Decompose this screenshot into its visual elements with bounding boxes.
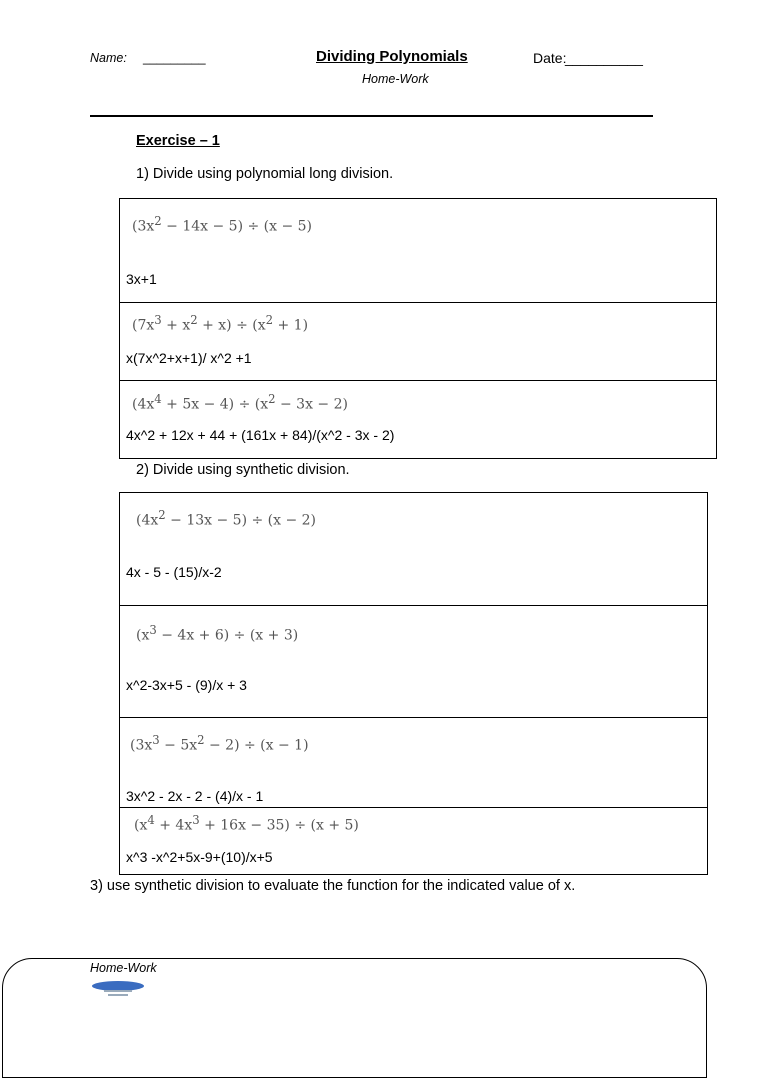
problem-cell — [120, 605, 707, 718]
date-label: Date: — [533, 50, 567, 66]
problem-expression: $(x^3 - 4x + 6) \div (x + 3)$ — [136, 623, 299, 644]
problem-expression: $(3x^3 - 5x^2 - 2) \div (x - 1)$ — [130, 733, 309, 754]
footer-border — [2, 958, 707, 1078]
synthetic-division-table — [119, 492, 708, 875]
section2-instruction: 2) Divide using synthetic division. — [136, 462, 350, 478]
problem-expression: $(7x^3 + x^2 + x) \div (x^2 + 1)$ — [132, 313, 309, 334]
problem-expression: $(3x^2 - 14x - 5) \div (x - 5)$ — [132, 214, 313, 235]
answer-text: 3x+1 — [126, 271, 157, 287]
problem-cell — [120, 380, 716, 459]
answer-text: x^3 -x^2+5x-9+(10)/x+5 — [126, 849, 273, 865]
problem-cell — [120, 302, 716, 380]
problem-cell — [120, 493, 707, 606]
answer-text: 4x - 5 - (15)/x-2 — [126, 564, 222, 580]
answer-text: 4x^2 + 12x + 44 + (161x + 84)/(x^2 - 3x - 2) — [126, 427, 395, 443]
problem-cell — [120, 807, 707, 875]
footer-text: Home-Work — [90, 961, 157, 975]
school-logo-icon — [90, 978, 146, 1000]
answer-text: 3x^2 - 2x - 2 - (4)/x - 1 — [126, 788, 264, 804]
answer-text: x(7x^2+x+1)/ x^2 +1 — [126, 350, 252, 366]
header-divider — [90, 115, 653, 117]
name-label: Name: — [90, 51, 127, 65]
problem-expression: $(4x^2 - 13x - 5) \div (x - 2)$ — [136, 508, 317, 529]
exercise-title: Exercise – 1 — [136, 133, 220, 149]
section1-instruction: 1) Divide using polynomial long division. — [136, 166, 394, 182]
answer-text: x^2-3x+5 - (9)/x + 3 — [126, 677, 247, 693]
problem-cell — [120, 199, 716, 303]
problem-cell — [120, 717, 707, 808]
page-title: Dividing Polynomials — [316, 48, 468, 65]
date-blank[interactable]: __________ — [565, 50, 643, 66]
problem-expression: $(x^4 + 4x^3 + 16x - 35) \div (x + 5)$ — [134, 813, 359, 834]
problem-expression: $(4x^4 + 5x - 4) \div (x^2 - 3x - 2)$ — [132, 392, 348, 413]
page-subtitle: Home-Work — [362, 72, 429, 86]
section3-instruction: 3) use synthetic division to evaluate the function for the indicated value of x. — [90, 878, 576, 894]
long-division-table — [119, 198, 717, 459]
name-blank[interactable]: _________ — [143, 51, 206, 65]
